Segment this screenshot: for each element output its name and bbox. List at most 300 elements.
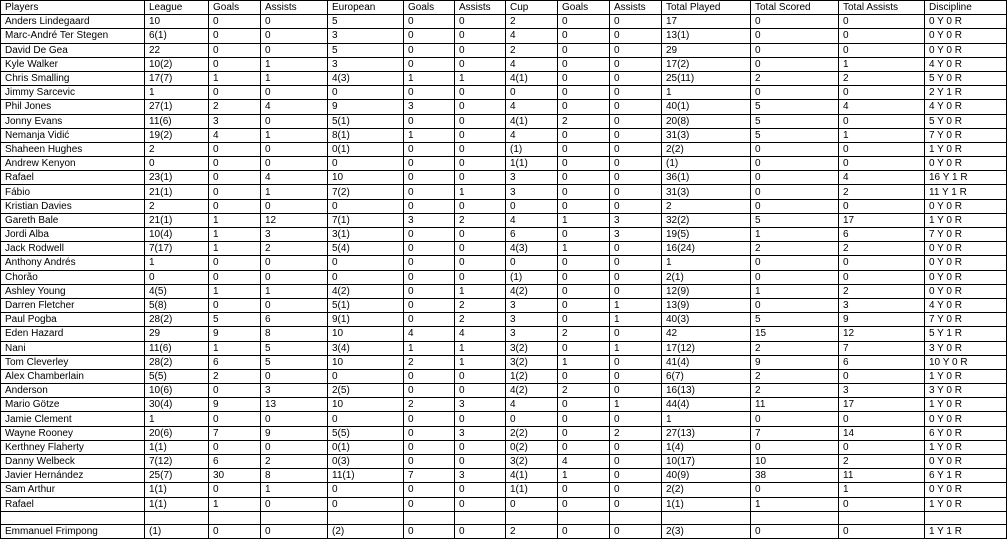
- table-row: [1, 469, 1007, 483]
- table-cell: 0: [610, 100, 662, 114]
- table-cell: 2(2): [506, 426, 558, 440]
- empty-row: [1, 511, 1007, 524]
- table-cell: 1(4): [662, 440, 751, 454]
- table-row: [1, 497, 1007, 511]
- table-cell: 0: [455, 270, 506, 284]
- table-cell: 1 Y 0 R: [925, 369, 1007, 383]
- table-cell: Phil Jones: [1, 100, 145, 114]
- empty-cell: [1, 511, 145, 524]
- table-row: [1, 15, 1007, 29]
- table-cell: 0 Y 0 R: [925, 483, 1007, 497]
- table-cell: 0: [558, 313, 610, 327]
- table-cell: 0 Y 0 R: [925, 29, 1007, 43]
- table-cell: 2(2): [662, 142, 751, 156]
- table-cell: 1: [455, 284, 506, 298]
- table-cell: 0: [209, 199, 261, 213]
- table-cell: 0(1): [328, 142, 404, 156]
- table-cell: 0 Y 0 R: [925, 15, 1007, 29]
- table-cell: 1(1): [145, 497, 209, 511]
- table-cell: 0: [404, 313, 455, 327]
- table-cell: 0: [751, 270, 839, 284]
- table-cell: 10(4): [145, 228, 209, 242]
- table-cell: 1(1): [145, 440, 209, 454]
- table-cell: 3: [610, 213, 662, 227]
- table-cell: 0: [404, 298, 455, 312]
- table-cell: 3: [455, 469, 506, 483]
- table-cell: 2: [610, 426, 662, 440]
- table-cell: 0: [610, 440, 662, 454]
- table-cell: 0: [404, 29, 455, 43]
- table-cell: Danny Welbeck: [1, 455, 145, 469]
- table-cell: 6 Y 1 R: [925, 469, 1007, 483]
- table-cell: Emmanuel Frimpong: [1, 524, 145, 538]
- table-row: [1, 199, 1007, 213]
- table-cell: 0: [558, 270, 610, 284]
- table-cell: Jordi Alba: [1, 228, 145, 242]
- table-cell: 0: [751, 256, 839, 270]
- table-cell: 1: [209, 497, 261, 511]
- column-header: Total Assists: [839, 1, 925, 15]
- table-cell: 3 Y 0 R: [925, 384, 1007, 398]
- table-cell: 44(4): [662, 398, 751, 412]
- table-cell: 4: [839, 171, 925, 185]
- table-cell: 0: [558, 369, 610, 383]
- table-cell: 13(9): [662, 298, 751, 312]
- table-cell: 10: [145, 15, 209, 29]
- table-cell: 10(17): [662, 455, 751, 469]
- table-cell: 2: [558, 384, 610, 398]
- table-cell: Chris Smalling: [1, 71, 145, 85]
- table-cell: 0: [839, 270, 925, 284]
- table-cell: 2: [209, 100, 261, 114]
- table-cell: 1: [662, 256, 751, 270]
- table-cell: 1: [558, 213, 610, 227]
- column-header: Assists: [261, 1, 328, 15]
- table-cell: 1(1): [506, 483, 558, 497]
- table-cell: 29: [662, 43, 751, 57]
- table-cell: 4: [404, 327, 455, 341]
- table-cell: 3: [455, 398, 506, 412]
- table-cell: 7 Y 0 R: [925, 313, 1007, 327]
- table-cell: 11(6): [145, 114, 209, 128]
- table-cell: 0: [404, 57, 455, 71]
- table-cell: 0: [751, 29, 839, 43]
- header-row: [1, 1, 1007, 15]
- table-cell: 12: [261, 213, 328, 227]
- table-cell: 3: [839, 384, 925, 398]
- table-cell: Ashley Young: [1, 284, 145, 298]
- table-cell: Gareth Bale: [1, 213, 145, 227]
- table-cell: 0: [558, 398, 610, 412]
- table-cell: 0: [328, 86, 404, 100]
- table-cell: Chorão: [1, 270, 145, 284]
- table-cell: 0: [610, 242, 662, 256]
- table-cell: 0: [610, 524, 662, 538]
- table-cell: 2: [751, 71, 839, 85]
- table-cell: 2: [209, 369, 261, 383]
- table-cell: 11: [751, 398, 839, 412]
- table-cell: 0: [404, 284, 455, 298]
- table-row: [1, 57, 1007, 71]
- table-cell: 0: [209, 524, 261, 538]
- table-cell: 0: [751, 199, 839, 213]
- table-cell: 0: [455, 171, 506, 185]
- table-cell: 9: [328, 100, 404, 114]
- table-cell: Kristian Davies: [1, 199, 145, 213]
- table-cell: 4: [455, 327, 506, 341]
- table-cell: 0: [558, 412, 610, 426]
- table-cell: 32(2): [662, 213, 751, 227]
- table-cell: 0: [610, 284, 662, 298]
- table-cell: 0: [209, 384, 261, 398]
- table-cell: 2: [455, 213, 506, 227]
- table-cell: Jimmy Sarcevic: [1, 86, 145, 100]
- table-cell: Jamie Clement: [1, 412, 145, 426]
- table-cell: 0(1): [328, 440, 404, 454]
- table-cell: 2: [751, 341, 839, 355]
- table-cell: 0: [455, 157, 506, 171]
- table-cell: Jack Rodwell: [1, 242, 145, 256]
- table-cell: 0: [455, 128, 506, 142]
- table-row: [1, 384, 1007, 398]
- table-cell: 2: [404, 355, 455, 369]
- table-cell: 10: [328, 171, 404, 185]
- table-cell: 4(1): [506, 469, 558, 483]
- table-cell: 0: [610, 157, 662, 171]
- table-cell: 0: [261, 524, 328, 538]
- table-cell: 2: [839, 185, 925, 199]
- table-cell: 0: [209, 412, 261, 426]
- empty-cell: [925, 511, 1007, 524]
- table-row: [1, 524, 1007, 538]
- table-cell: 8(1): [328, 128, 404, 142]
- table-cell: 0: [558, 29, 610, 43]
- table-cell: 0: [209, 171, 261, 185]
- table-cell: 0: [455, 114, 506, 128]
- table-cell: 2: [839, 242, 925, 256]
- table-cell: 0: [610, 86, 662, 100]
- table-cell: 0: [404, 483, 455, 497]
- table-cell: 0: [751, 483, 839, 497]
- table-cell: 6: [261, 313, 328, 327]
- table-cell: Kyle Walker: [1, 57, 145, 71]
- table-cell: 3: [506, 185, 558, 199]
- table-cell: 1: [261, 128, 328, 142]
- column-header: European: [328, 1, 404, 15]
- table-cell: 4(1): [506, 71, 558, 85]
- table-cell: 7 Y 0 R: [925, 228, 1007, 242]
- table-cell: 0: [558, 100, 610, 114]
- table-cell: 7(2): [328, 185, 404, 199]
- table-cell: 0: [209, 483, 261, 497]
- table-cell: 0: [209, 440, 261, 454]
- table-cell: 5: [751, 114, 839, 128]
- table-cell: 7 Y 0 R: [925, 128, 1007, 142]
- table-cell: 0: [506, 412, 558, 426]
- table-cell: 0: [839, 256, 925, 270]
- table-cell: 3: [209, 114, 261, 128]
- table-cell: 17(12): [662, 341, 751, 355]
- table-cell: 0: [610, 15, 662, 29]
- table-cell: 0: [404, 185, 455, 199]
- column-header: Goals: [209, 1, 261, 15]
- table-cell: Anthony Andrés: [1, 256, 145, 270]
- table-cell: 0: [209, 185, 261, 199]
- table-cell: 4: [558, 455, 610, 469]
- table-cell: 0: [328, 157, 404, 171]
- table-cell: 1 Y 0 R: [925, 440, 1007, 454]
- table-cell: 0: [455, 142, 506, 156]
- empty-cell: [209, 511, 261, 524]
- table-cell: 6(7): [662, 369, 751, 383]
- empty-cell: [839, 511, 925, 524]
- empty-cell: [261, 511, 328, 524]
- table-cell: 1: [209, 242, 261, 256]
- table-cell: 0: [209, 270, 261, 284]
- column-header: Assists: [610, 1, 662, 15]
- table-cell: 9: [209, 327, 261, 341]
- table-cell: 0: [404, 426, 455, 440]
- table-cell: Kerthney Flaherty: [1, 440, 145, 454]
- table-cell: 11: [839, 469, 925, 483]
- table-cell: 0: [455, 256, 506, 270]
- table-cell: 7: [209, 426, 261, 440]
- empty-cell: [506, 511, 558, 524]
- table-cell: (1): [662, 157, 751, 171]
- table-cell: 1: [404, 128, 455, 142]
- table-row: [1, 128, 1007, 142]
- table-cell: 0: [209, 298, 261, 312]
- table-cell: 23(1): [145, 171, 209, 185]
- table-row: [1, 327, 1007, 341]
- empty-cell: [328, 511, 404, 524]
- table-cell: 6: [839, 355, 925, 369]
- table-cell: 0: [751, 524, 839, 538]
- table-cell: 0: [839, 199, 925, 213]
- table-cell: 2: [751, 242, 839, 256]
- table-cell: 0 Y 0 R: [925, 412, 1007, 426]
- table-cell: 10: [751, 455, 839, 469]
- table-cell: 0: [610, 114, 662, 128]
- table-cell: 0: [839, 114, 925, 128]
- table-cell: 0: [328, 199, 404, 213]
- table-cell: 0: [404, 455, 455, 469]
- table-cell: 0: [455, 228, 506, 242]
- table-cell: 2: [558, 114, 610, 128]
- table-cell: 0: [261, 440, 328, 454]
- table-cell: 6(1): [145, 29, 209, 43]
- table-cell: 0: [404, 15, 455, 29]
- table-cell: 2: [751, 369, 839, 383]
- table-cell: 0: [404, 228, 455, 242]
- table-cell: 0: [558, 128, 610, 142]
- table-cell: Jonny Evans: [1, 114, 145, 128]
- table-cell: 0: [404, 199, 455, 213]
- table-cell: 21(1): [145, 213, 209, 227]
- table-cell: 0: [404, 171, 455, 185]
- table-row: [1, 355, 1007, 369]
- table-cell: 15: [751, 327, 839, 341]
- table-cell: 0: [455, 57, 506, 71]
- table-cell: 27(13): [662, 426, 751, 440]
- table-cell: 2: [455, 313, 506, 327]
- table-cell: 0: [404, 270, 455, 284]
- table-cell: 1 Y 0 R: [925, 497, 1007, 511]
- table-cell: 8: [261, 327, 328, 341]
- table-cell: 0: [455, 15, 506, 29]
- table-cell: 13(1): [662, 29, 751, 43]
- table-cell: 3: [506, 298, 558, 312]
- table-row: [1, 29, 1007, 43]
- table-cell: 0: [610, 270, 662, 284]
- table-cell: 1: [455, 185, 506, 199]
- table-cell: 0: [455, 199, 506, 213]
- table-cell: 0: [751, 86, 839, 100]
- table-cell: 0: [328, 483, 404, 497]
- table-cell: 4: [506, 398, 558, 412]
- table-row: [1, 228, 1007, 242]
- table-cell: 11 Y 1 R: [925, 185, 1007, 199]
- table-cell: 3: [404, 213, 455, 227]
- table-cell: 0: [455, 412, 506, 426]
- table-cell: 0 Y 0 R: [925, 256, 1007, 270]
- table-cell: 0: [558, 43, 610, 57]
- table-cell: 0: [751, 142, 839, 156]
- table-cell: 1(1): [145, 483, 209, 497]
- empty-cell: [751, 511, 839, 524]
- table-cell: 0: [610, 455, 662, 469]
- table-cell: 5: [209, 313, 261, 327]
- table-cell: 3: [506, 313, 558, 327]
- table-row: [1, 71, 1007, 85]
- table-cell: 2: [506, 43, 558, 57]
- table-cell: 0: [839, 412, 925, 426]
- table-cell: 1: [209, 228, 261, 242]
- table-cell: 7(1): [328, 213, 404, 227]
- table-cell: 0: [751, 412, 839, 426]
- table-cell: 0: [404, 497, 455, 511]
- table-cell: 5: [751, 100, 839, 114]
- table-cell: 1: [558, 355, 610, 369]
- table-cell: 0: [261, 15, 328, 29]
- column-header: Goals: [404, 1, 455, 15]
- table-cell: 5: [328, 43, 404, 57]
- table-cell: 4: [506, 213, 558, 227]
- table-cell: 5: [751, 313, 839, 327]
- table-cell: 9: [261, 426, 328, 440]
- column-header: Goals: [558, 1, 610, 15]
- table-cell: 0 Y 0 R: [925, 455, 1007, 469]
- table-cell: 0: [558, 298, 610, 312]
- table-cell: 6 Y 0 R: [925, 426, 1007, 440]
- column-header: Total Played: [662, 1, 751, 15]
- table-cell: 1 Y 0 R: [925, 398, 1007, 412]
- table-cell: 0: [839, 369, 925, 383]
- table-cell: 8: [261, 469, 328, 483]
- table-cell: 0: [839, 524, 925, 538]
- table-cell: 0: [261, 86, 328, 100]
- table-cell: 1 Y 0 R: [925, 142, 1007, 156]
- table-cell: 1: [839, 128, 925, 142]
- table-cell: 0: [209, 142, 261, 156]
- table-cell: 0: [328, 412, 404, 426]
- table-cell: 3(1): [328, 228, 404, 242]
- table-cell: 0: [455, 497, 506, 511]
- table-cell: 0: [209, 57, 261, 71]
- table-cell: 1: [839, 483, 925, 497]
- table-cell: 13: [261, 398, 328, 412]
- table-cell: 17: [839, 213, 925, 227]
- table-cell: 4(2): [328, 284, 404, 298]
- table-cell: 20(8): [662, 114, 751, 128]
- table-cell: 0: [558, 57, 610, 71]
- table-cell: 0: [751, 157, 839, 171]
- table-cell: 2: [751, 384, 839, 398]
- table-cell: 0 Y 0 R: [925, 157, 1007, 171]
- table-cell: Anderson: [1, 384, 145, 398]
- table-cell: 2: [839, 455, 925, 469]
- table-cell: 5(5): [145, 369, 209, 383]
- table-cell: 21(1): [145, 185, 209, 199]
- table-cell: 1: [261, 284, 328, 298]
- table-cell: Mario Götze: [1, 398, 145, 412]
- table-cell: 0: [839, 86, 925, 100]
- table-cell: 5 Y 0 R: [925, 71, 1007, 85]
- table-cell: 0: [261, 412, 328, 426]
- table-cell: 0 Y 0 R: [925, 270, 1007, 284]
- table-cell: Nani: [1, 341, 145, 355]
- table-cell: 5: [751, 128, 839, 142]
- table-cell: 0: [558, 426, 610, 440]
- table-cell: 0: [610, 384, 662, 398]
- column-header: Cup: [506, 1, 558, 15]
- table-cell: 0: [209, 29, 261, 43]
- table-cell: 1 Y 0 R: [925, 213, 1007, 227]
- table-cell: 0: [751, 185, 839, 199]
- table-cell: 0: [751, 15, 839, 29]
- table-cell: 0 Y 0 R: [925, 284, 1007, 298]
- table-cell: 0 Y 0 R: [925, 199, 1007, 213]
- table-cell: 0: [610, 483, 662, 497]
- table-cell: 1: [404, 71, 455, 85]
- table-cell: 1: [751, 284, 839, 298]
- table-cell: 0: [404, 43, 455, 57]
- table-cell: 0: [839, 440, 925, 454]
- table-cell: 4(5): [145, 284, 209, 298]
- table-cell: 0: [506, 86, 558, 100]
- table-cell: 10: [328, 398, 404, 412]
- table-cell: 4(3): [506, 242, 558, 256]
- table-cell: 0: [455, 369, 506, 383]
- table-cell: 0: [455, 524, 506, 538]
- table-cell: 28(2): [145, 313, 209, 327]
- table-cell: 42: [662, 327, 751, 341]
- table-cell: 16(24): [662, 242, 751, 256]
- table-cell: 2: [455, 298, 506, 312]
- table-cell: 2: [404, 398, 455, 412]
- table-cell: 0: [455, 100, 506, 114]
- table-cell: (2): [328, 524, 404, 538]
- column-header: League: [145, 1, 209, 15]
- table-cell: 0 Y 0 R: [925, 242, 1007, 256]
- table-cell: 28(2): [145, 355, 209, 369]
- table-cell: 0: [209, 256, 261, 270]
- table-cell: 2: [145, 199, 209, 213]
- table-cell: 14: [839, 426, 925, 440]
- table-cell: 0: [558, 228, 610, 242]
- table-cell: 3: [506, 171, 558, 185]
- table-cell: 9(1): [328, 313, 404, 327]
